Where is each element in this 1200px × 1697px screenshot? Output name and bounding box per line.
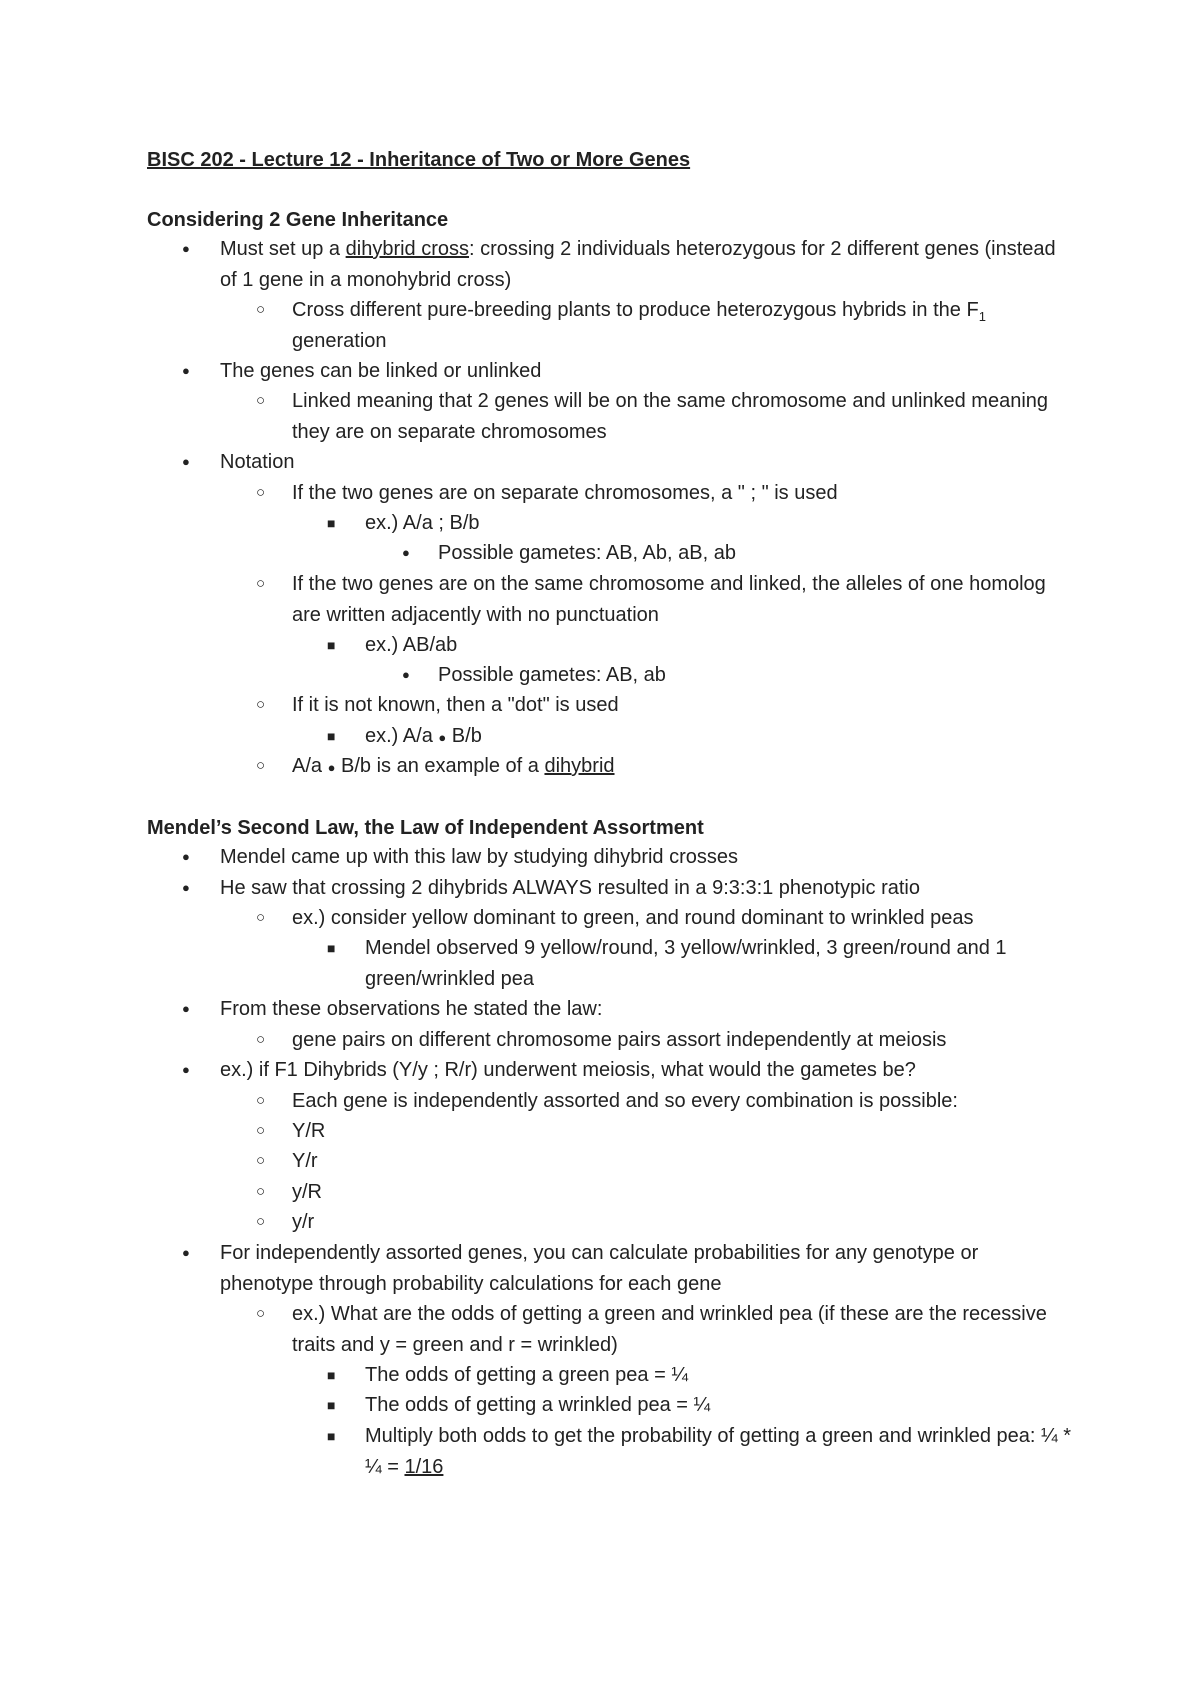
list-item: [182, 447, 1070, 478]
square-bullet-icon: ■: [327, 728, 336, 744]
square-bullet-icon: ■: [327, 1428, 336, 1444]
list-item-text: ex.) What are the odds of getting a green and wrinkled pea (if these are the recessive traits and y = green and r = wrinkled): [292, 1303, 1047, 1356]
circle-bullet-icon: ○: [256, 1092, 266, 1109]
term-dihybrid: dihybrid: [544, 755, 615, 777]
circle-bullet-icon: ○: [256, 909, 266, 926]
list-item: [256, 1146, 1072, 1177]
list-item: [256, 295, 1072, 356]
list-item: [327, 630, 1075, 661]
list-item: [256, 1116, 1072, 1147]
list-item-text: Y/R: [292, 1120, 326, 1142]
square-bullet-icon: ■: [327, 1367, 336, 1383]
list-item: [327, 1390, 1075, 1421]
list-item: [256, 1086, 1072, 1117]
list-item-text: Each gene is independently assorted and so every combination is possible:: [292, 1090, 958, 1112]
list-item: [256, 1207, 1072, 1238]
list-item-text: B/b: [451, 725, 482, 747]
square-bullet-icon: ■: [327, 1397, 336, 1413]
list-item-text: Possible gametes: AB, ab: [438, 664, 666, 686]
list-item: [327, 1421, 1075, 1482]
list-item: [256, 1025, 1072, 1056]
bullet-icon: ●: [182, 241, 190, 256]
square-bullet-icon: ■: [327, 940, 336, 956]
list-item-text: For independently assorted genes, you can calculate probabilities for any genotype or phenotype through probability calculations for each gene: [220, 1242, 979, 1295]
list-item-text: The genes can be linked or unlinked: [220, 360, 542, 382]
list-item: [182, 234, 1070, 295]
list-item: [256, 386, 1072, 447]
list-item-text: ex.) if F1 Dihybrids (Y/y ; R/r) underwent meiosis, what would the gametes be?: [220, 1059, 916, 1081]
list-item-text: If the two genes are on separate chromosomes, a " ; " is used: [292, 482, 838, 504]
list-item-text: y/r: [292, 1211, 315, 1233]
list-item: [256, 690, 1072, 721]
list-item-text: : crossing 2 individuals heterozygous for 2 different genes (instead of 1 gene in a monohybrid cross): [220, 238, 1056, 291]
list-item: [182, 1238, 1070, 1299]
list-item: [256, 1299, 1072, 1360]
dot-icon: ●: [438, 730, 447, 745]
list-item: [327, 721, 1075, 754]
list-item-text: B/b is an example of a: [341, 755, 539, 777]
list-item-text: From these observations he stated the law:: [220, 998, 603, 1020]
list-item: [256, 1177, 1072, 1208]
list-item: [182, 994, 1070, 1025]
list-item: [402, 660, 1078, 691]
list-item-text: Cross different pure-breeding plants to produce heterozygous hybrids in the F: [292, 299, 979, 321]
circle-bullet-icon: ○: [256, 757, 266, 774]
square-bullet-icon: ■: [327, 637, 336, 653]
list-item-text: If the two genes are on the same chromosome and linked, the alleles of one homolog are written adjacently with no punctuation: [292, 573, 1046, 626]
list-item-text: Mendel observed 9 yellow/round, 3 yellow/wrinkled, 3 green/round and 1 green/wrinkled pea: [365, 937, 1007, 990]
list-item-text: Must set up a: [220, 238, 341, 260]
list-item-text: Y/r: [292, 1150, 318, 1172]
circle-bullet-icon: ○: [256, 575, 266, 592]
list-item: [182, 1055, 1070, 1086]
list-item-text: ex.) A/a: [365, 725, 433, 747]
dot-icon: ●: [327, 760, 336, 775]
list-item: [327, 1360, 1075, 1391]
answer-probability: 1/16: [404, 1455, 444, 1478]
list-item: [327, 508, 1075, 539]
term-dihybrid-cross: dihybrid cross: [345, 238, 470, 260]
list-item-text: Multiply both odds to get the probability of getting a green and wrinkled pea: ¼ * ¼ =: [365, 1425, 1072, 1478]
list-item: [327, 933, 1075, 994]
circle-bullet-icon: ○: [256, 1213, 266, 1230]
circle-bullet-icon: ○: [256, 301, 266, 318]
list-item-text: The odds of getting a green pea = ¼: [365, 1364, 689, 1386]
list-item-text: ex.) AB/ab: [365, 634, 458, 656]
list-item-text: ex.) consider yellow dominant to green, and round dominant to wrinkled peas: [292, 907, 974, 929]
bullet-icon: ●: [182, 849, 190, 864]
circle-bullet-icon: ○: [256, 1122, 266, 1139]
bullet-icon: ●: [182, 454, 190, 469]
list-item-text: Linked meaning that 2 genes will be on the same chromosome and unlinked meaning they are on separate chromosomes: [292, 390, 1049, 443]
list-item-text: Possible gametes: AB, Ab, aB, ab: [438, 542, 736, 564]
list-item-text: He saw that crossing 2 dihybrids ALWAYS resulted in a 9:3:3:1 phenotypic ratio: [220, 877, 920, 899]
list-item: [256, 569, 1072, 630]
circle-bullet-icon: ○: [256, 1031, 266, 1048]
bullet-icon: ●: [402, 667, 410, 682]
list-item: [402, 538, 1078, 569]
bullet-icon: ●: [182, 1062, 190, 1077]
list-item-text: Mendel came up with this law by studying dihybrid crosses: [220, 846, 739, 868]
circle-bullet-icon: ○: [256, 1183, 266, 1200]
section-heading-two-gene-inheritance: Considering 2 Gene Inheritance: [147, 209, 449, 231]
list-item-text: A/a: [292, 755, 323, 777]
list-item-text: generation: [292, 329, 387, 352]
list-item-text: y/R: [292, 1181, 322, 1203]
square-bullet-icon: ■: [327, 515, 336, 531]
list-item-text: If it is not known, then a "dot" is used: [292, 694, 619, 716]
list-item-text: Notation: [220, 451, 295, 473]
circle-bullet-icon: ○: [256, 484, 266, 501]
list-item-text: ex.) A/a ; B/b: [365, 512, 480, 534]
bullet-icon: ●: [182, 363, 190, 378]
list-item: [256, 751, 1072, 784]
subscript: 1: [978, 309, 986, 324]
list-item: [182, 873, 1070, 904]
circle-bullet-icon: ○: [256, 392, 266, 409]
bullet-icon: ●: [182, 880, 190, 895]
bullet-icon: ●: [402, 545, 410, 560]
bullet-icon: ●: [182, 1001, 190, 1016]
list-item: [256, 903, 1072, 934]
list-item-text: gene pairs on different chromosome pairs assort independently at meiosis: [292, 1029, 947, 1051]
circle-bullet-icon: ○: [256, 1305, 266, 1322]
section-heading-independent-assortment: Mendel’s Second Law, the Law of Independent Assortment: [147, 817, 704, 839]
circle-bullet-icon: ○: [256, 696, 266, 713]
bullet-icon: ●: [182, 1245, 190, 1260]
list-item-text: The odds of getting a wrinkled pea = ¼: [365, 1394, 711, 1416]
list-item: [182, 356, 1070, 387]
list-item: [182, 842, 1070, 873]
page-title: BISC 202 - Lecture 12 - Inheritance of Two or More Genes: [147, 149, 691, 171]
circle-bullet-icon: ○: [256, 1152, 266, 1169]
list-item: [256, 478, 1072, 509]
